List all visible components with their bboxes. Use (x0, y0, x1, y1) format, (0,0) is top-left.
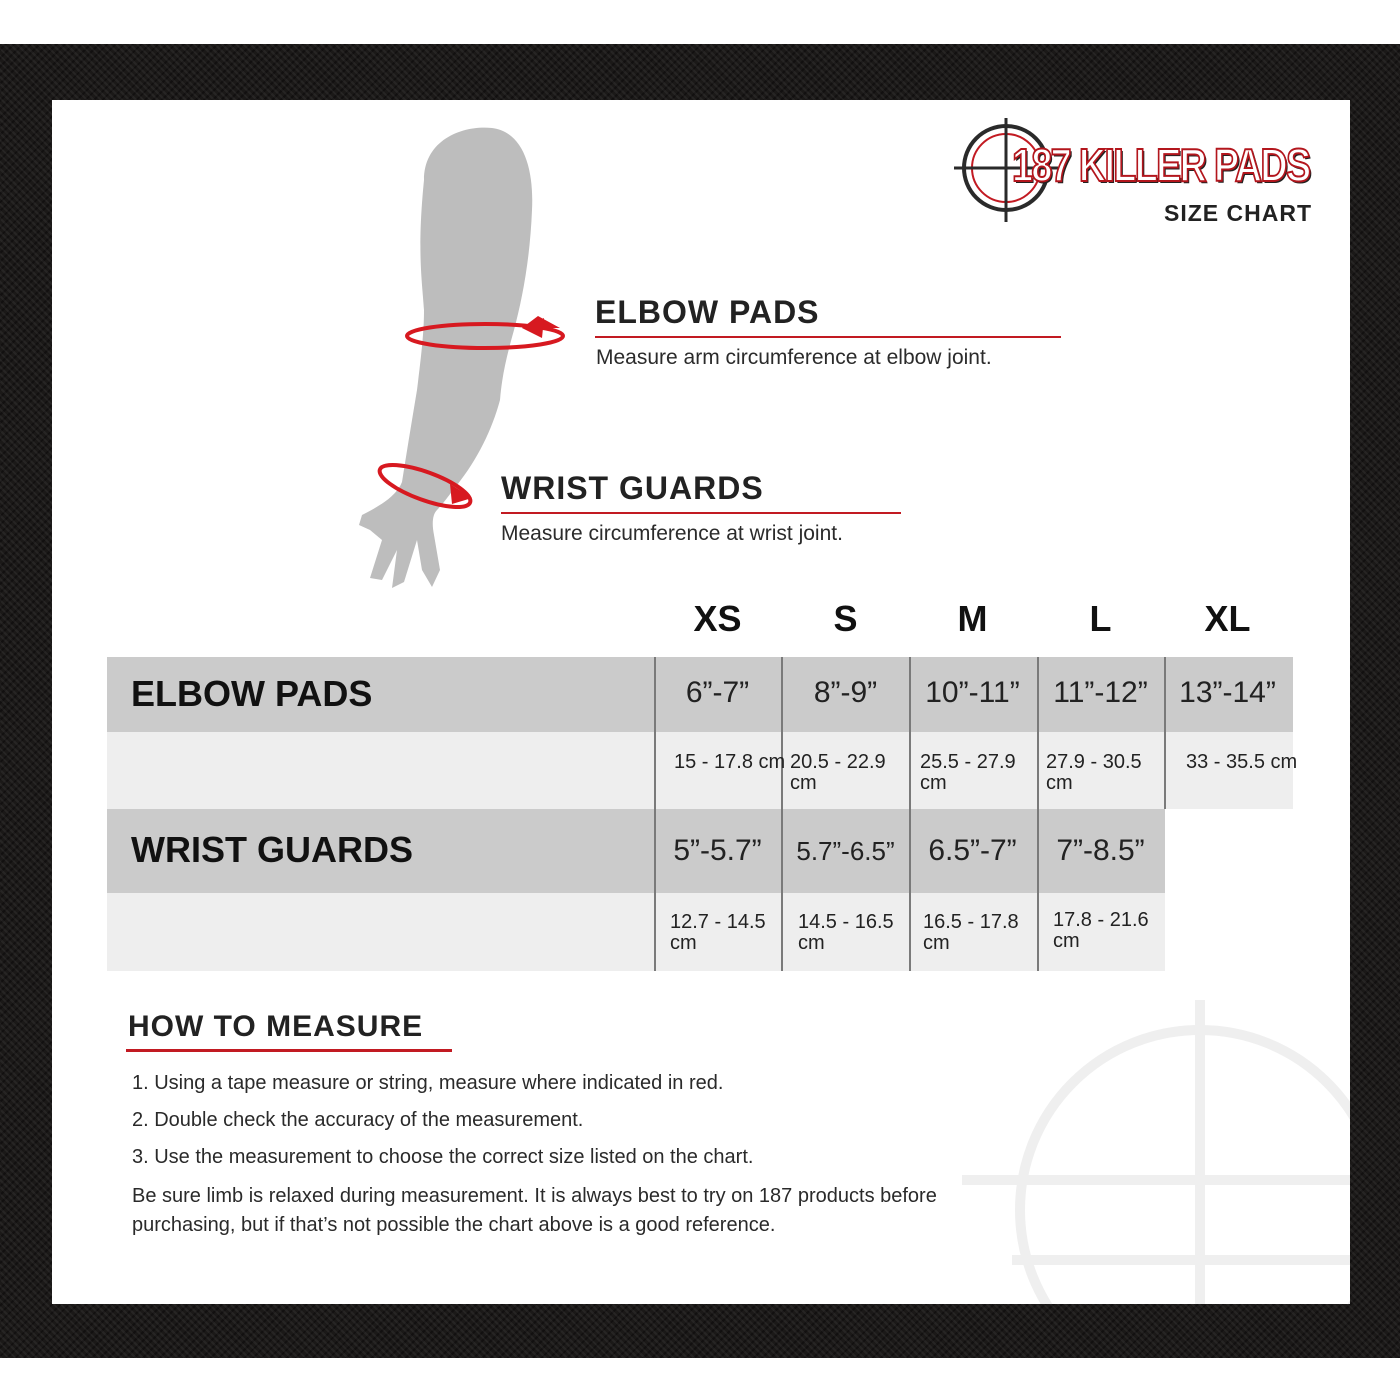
wrist-cm-s: 14.5 - 16.5 cm (798, 911, 894, 954)
size-chart-card (52, 100, 1350, 1304)
wrist-section-title: WRIST GUARDS (501, 470, 764, 506)
wrist-cm-m: 16.5 - 17.8 cm (923, 911, 1019, 954)
elbow-section-title: ELBOW PADS (595, 294, 820, 330)
elbow-cm-m: 25.5 - 27.9 cm (920, 751, 1016, 794)
list-item: 2. Double check the accuracy of the measurement. (132, 1109, 584, 1131)
elbow-inches-l: 11”-12” (1053, 676, 1148, 709)
chart-subtitle: SIZE CHART (1164, 200, 1312, 226)
wrist-inches-s: 5.7”-6.5” (796, 836, 895, 866)
elbow-inches-m: 10”-11” (925, 676, 1020, 709)
elbow-cm-l: 27.9 - 30.5 cm (1046, 751, 1142, 794)
wrist-section-description: Measure circumference at wrist joint. (501, 522, 843, 545)
how-to-measure-rule (126, 1049, 452, 1052)
size-header-m: M (957, 598, 988, 639)
measurement-note: Be sure limb is relaxed during measurement. It is always best to try on 187 products before purchasing, but if that’s not possible the chart above is a good reference. (132, 1185, 937, 1236)
size-header-xs: XS (693, 598, 742, 639)
wrist-inches-xs: 5”-5.7” (673, 834, 762, 867)
elbow-inches-s: 8”-9” (813, 676, 878, 709)
size-header-l: L (1089, 598, 1112, 639)
elbow-cm-s: 20.5 - 22.9 cm (790, 751, 886, 794)
wrist-cm-xs: 12.7 - 14.5 cm (670, 911, 766, 954)
arm-silhouette (359, 128, 532, 588)
wrist-title-rule (501, 512, 901, 514)
row-label-elbow-pads: ELBOW PADS (131, 673, 373, 714)
size-header-s: S (833, 598, 858, 639)
elbow-inches-xl: 13”-14” (1179, 676, 1276, 709)
row-label-wrist-guards: WRIST GUARDS (131, 829, 413, 870)
brand-logo-text: 187 KILLER PADS (1012, 139, 1310, 191)
wrist-inches-m: 6.5”-7” (928, 834, 1017, 867)
measure-steps-list (132, 1065, 753, 1176)
brand-logo (954, 118, 1334, 228)
elbow-title-rule (595, 336, 1061, 338)
list-item: 3. Use the measurement to choose the correct size listed on the chart. (132, 1146, 754, 1168)
wrist-inches-l: 7”-8.5” (1056, 834, 1145, 867)
list-item: 1. Using a tape measure or string, measure where indicated in red. (132, 1072, 724, 1094)
elbow-section-description: Measure arm circumference at elbow joint. (596, 346, 992, 369)
size-header-xl: XL (1204, 598, 1251, 639)
elbow-inches-xs: 6”-7” (685, 676, 750, 709)
wrist-cm-l: 17.8 - 21.6 cm (1053, 909, 1149, 952)
elbow-cm-xs: 15 - 17.8 cm (674, 751, 786, 773)
elbow-cm-xl: 33 - 35.5 cm (1186, 751, 1298, 773)
how-to-measure-title: HOW TO MEASURE (128, 1010, 424, 1043)
